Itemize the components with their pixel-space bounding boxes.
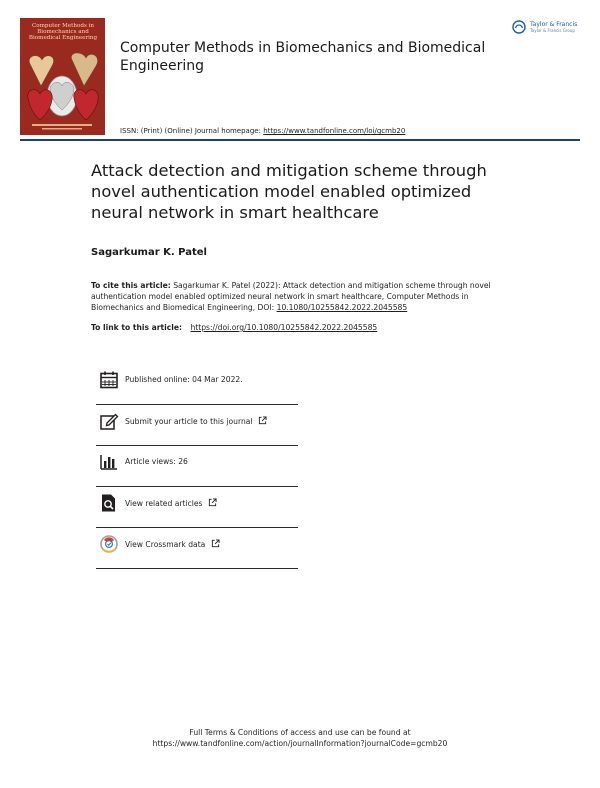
related-articles-text: View related articles: [125, 499, 203, 508]
crossmark-text: View Crossmark data: [125, 540, 206, 549]
published-online-label: Published online: 04 Mar 2022.: [125, 375, 243, 384]
external-link-icon: [258, 416, 267, 425]
article-title: Attack detection and mitigation scheme through novel authentication model enabled optimized neural network in smart healthcare: [91, 161, 487, 222]
footer-terms-text: Full Terms & Conditions of access and use can be found at: [189, 728, 411, 737]
action-published-online: [96, 364, 298, 405]
article-actions: [96, 364, 298, 569]
header-divider: [20, 139, 580, 141]
action-crossmark[interactable]: [96, 528, 298, 569]
action-related-articles[interactable]: [96, 487, 298, 528]
journal-cover[interactable]: [20, 18, 105, 135]
article-views-label: Article views: 26: [125, 457, 188, 466]
author-name: Sagarkumar K. Patel: [91, 247, 207, 258]
publisher-name: Taylor & Francis: [530, 21, 578, 28]
cover-title: Computer Methods in Biomechanics and Biomedical Engineering: [28, 23, 98, 42]
publisher-logo[interactable]: [512, 17, 584, 37]
cover-heart-illustration: [24, 52, 101, 132]
action-article-views: [96, 446, 298, 487]
submit-article-label[interactable]: [125, 416, 267, 426]
crossmark-icon: [99, 534, 119, 554]
article-link-block: [91, 322, 511, 333]
edit-icon: [99, 411, 119, 431]
footer-terms-link[interactable]: https://www.tandfonline.com/action/journalInformation?journalCode=gcmb20: [152, 739, 448, 748]
citation-doi-link[interactable]: 10.1080/10255842.2022.2045585: [276, 303, 408, 312]
footer-terms: [0, 727, 600, 749]
related-articles-label[interactable]: [125, 498, 217, 508]
crossmark-label[interactable]: [125, 539, 220, 549]
submit-article-text: Submit your article to this journal: [125, 417, 253, 426]
taylor-francis-logo-icon: [512, 20, 526, 34]
citation-block: [91, 280, 511, 313]
citation-label: To cite this article:: [91, 281, 171, 290]
issn-text: ISSN: (Print) (Online) Journal homepage:: [120, 127, 261, 135]
related-articles-icon: [99, 493, 119, 513]
publisher-tagline: Taylor & Francis Group: [530, 28, 575, 33]
issn-line: [120, 127, 405, 135]
external-link-icon: [208, 498, 217, 507]
article-link-label: To link to this article:: [91, 323, 183, 332]
bar-chart-icon: [99, 452, 119, 472]
journal-title: Computer Methods in Biomechanics and Biomedical Engineering: [120, 40, 486, 74]
publisher-logo-text: [530, 21, 577, 33]
external-link-icon: [211, 539, 220, 548]
action-submit-article[interactable]: [96, 405, 298, 446]
citation-text: Sagarkumar K. Patel (2022): Attack detection and mitigation scheme through novel authentication model enabled optimized neural network in smart healthcare, Computer Methods in Biomechanics and Biomedical Engineering, DOI:: [91, 281, 491, 312]
calendar-icon: [99, 370, 119, 390]
article-doi-link[interactable]: https://doi.org/10.1080/10255842.2022.2045585: [190, 323, 378, 332]
journal-homepage-link[interactable]: https://www.tandfonline.com/loi/gcmb20: [263, 127, 406, 135]
